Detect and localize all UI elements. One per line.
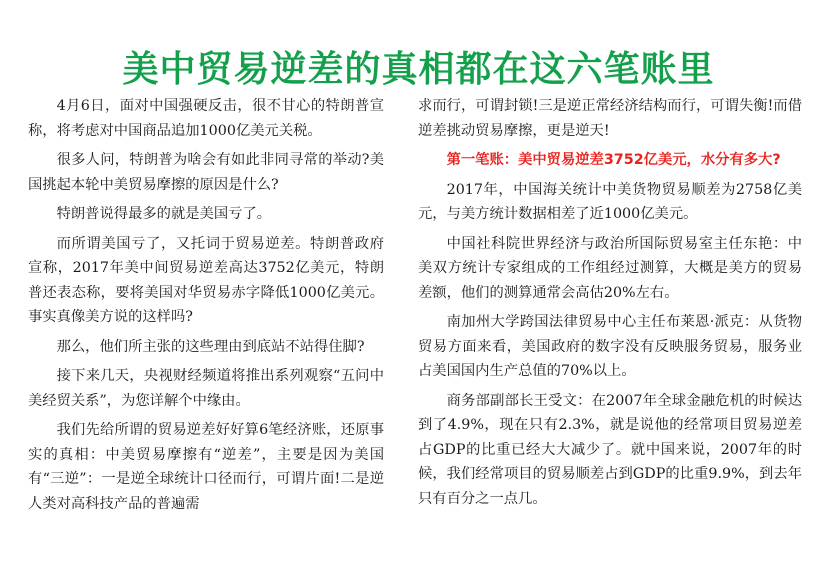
paragraph: 很多人问，特朗普为啥会有如此非同寻常的举动?美国挑起本轮中美贸易摩擦的原因是什么? (28, 152, 384, 193)
subheading-text: 第一笔账：美中贸易逆差3752亿美元，水分有多大? (446, 152, 781, 168)
paragraph: 4月6日，面对中国强硬反击，很不甘心的特朗普宣称，将考虑对中国商品追加1000亿美元关税。 (28, 98, 384, 139)
paragraph: 中国社科院世界经济与政治所国际贸易室主任东艳：中美双方统计专家组成的工作组经过测算，大概是美方的贸易差额，他们的测算通常会高估20%左右。 (418, 235, 802, 301)
section-subheading (418, 148, 802, 173)
paragraph-continuation: 求而行，可谓封锁!三是逆正常经济结构而行，可谓失衡!而借逆差挑动贸易摩擦，更是逆天! (418, 98, 802, 139)
right-column (418, 94, 802, 516)
paragraph: 南加州大学跨国法律贸易中心主任布莱恩·派克：从货物贸易方面来看，美国政府的数字没有反映服务贸易，服务业占美国国内生产总值的70%以上。 (418, 314, 802, 379)
paragraph: 而所谓美国亏了，又托词于贸易逆差。特朗普政府宣称，2017年美中间贸易逆差高达3752亿美元，特朗普还表态称，要将美国对华贸易赤字降低1000亿美元。事实真像美方说的这样吗? (28, 235, 384, 325)
left-column (28, 94, 384, 521)
paragraph: 2017年，中国海关统计中美货物贸易顺差为2758亿美元，与美方统计数据相差了近1000亿美元。 (418, 181, 802, 222)
paragraph: 特朗普说得最多的就是美国亏了。 (56, 206, 272, 222)
article-title: 美中贸易逆差的真相都在这六笔账里 (122, 49, 715, 91)
paragraph: 商务部副部长王受文：在2007年全球金融危机的时候达到了4.9%，现在只有2.3%，就是说他的经常项目贸易逆差占GDP的比重已经大大减少了。就中国来说，2007年的时候，我们经常项目的贸易顺差占到GDP的比重9.9%，到去年只有百分之一点几。 (418, 392, 802, 507)
paragraph: 那么，他们所主张的这些理由到底站不站得住脚? (56, 338, 365, 355)
paragraph: 我们先给所谓的贸易逆差好好算6笔经济账，还原事实的真相：中美贸易摩擦有“逆差”，主要是因为美国有“三逆”：一是逆全球统计口径而行，可谓片面!二是逆人类对高科技产品的普遍需 (28, 422, 384, 512)
paragraph: 接下来几天，央视财经频道将推出系列观察“五问中美经贸关系”，为您详解个中缘由。 (28, 368, 384, 409)
